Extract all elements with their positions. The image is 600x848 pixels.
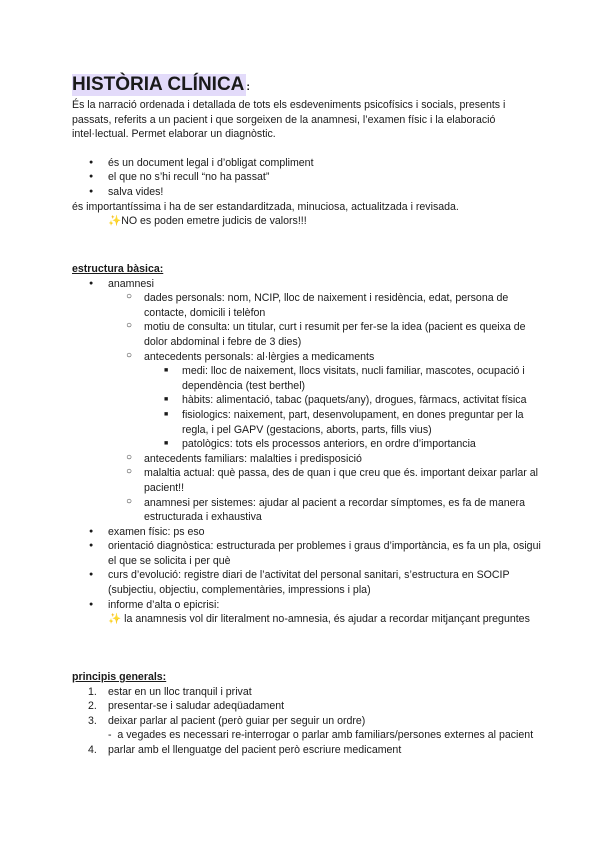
item-number: 4. (88, 743, 97, 756)
list-item-epicrisi (72, 598, 542, 627)
epicrisi-note: la anamnesis vol dir literalment no-amnesia, és ajudar a recordar mitjançant preguntes (124, 613, 530, 626)
list-item: ■ patològics: tots els processos anteriors, en ordre d’importancia (144, 437, 542, 452)
estructura-section (72, 262, 542, 627)
list-item: ● salva vides! (72, 185, 540, 200)
list-item (72, 714, 542, 743)
item-text: estar en un lloc tranquil i privat (108, 685, 252, 698)
list-item: ○ anamnesi per sistemes: ajudar al pacient a recordar símptomes, es fa de manera estructurada i exhaustiva (108, 496, 542, 525)
intro-closing: és importantíssima i ha de ser estandarditzada, minuciosa, actualitzada i revisada. (72, 200, 459, 213)
intro-note: NO es poden emetre judicis de valors!!! (121, 215, 307, 228)
intro-paragraph: És la narració ordenada i detallada de tots els esdeveniments psicofísics i socials, presents i passats, referits a un pacient i que sorgeixen de la anamnesi, l’examen físic i la elaboració intel·lectual. Permet elaborar un diagnòstic. (72, 99, 506, 141)
dash-note-text: a vegades es necessari re-interrogar o parlar amb familiars/persones externes al pacient (117, 729, 534, 742)
principis-list (72, 685, 542, 758)
list-item: ■ medi: lloc de naixement, llocs visitats, nucli familiar, mascotes, ocupació i dependència (test berthel) (144, 364, 542, 393)
item-number: 2. (88, 700, 97, 713)
item-number: 3. (88, 714, 97, 727)
list-item: ■ fisiologics: naixement, part, desenvolupament, en dones preguntar per la regla, i pel GAPV (gestacions, aborts, parts, fills vius) (144, 408, 542, 437)
list-item (72, 743, 542, 758)
item-text: parlar amb el llenguatge del pacient però escriure medicament (108, 743, 402, 756)
list-item: ○ dades personals: nom, NCIP, lloc de naixement i residència, edat, persona de contacte, domicili i telèfon (108, 291, 542, 320)
intro-note-line (72, 214, 540, 229)
list-item: ○ motiu de consulta: un titular, curt i resumit per fer-se la idea (pacient es queixa de dolor abdominal i febre de 3 dies) (108, 320, 542, 349)
list-item: ○ antecedents familiars: malalties i predisposició (108, 452, 542, 467)
list-item (72, 685, 542, 700)
list-item: ○ malaltia actual: què passa, des de quan i que creu que és. important deixar parlar al pacient!! (108, 466, 542, 495)
page-title: HISTÒRIA CLÍNICA (72, 74, 245, 95)
item-number: 1. (88, 685, 97, 698)
list-item-anamnesi (72, 277, 542, 525)
principis-section (72, 670, 542, 758)
estructura-list (72, 277, 542, 627)
intro-bullets (72, 156, 540, 200)
list-item: ● examen físic: ps eso (72, 525, 542, 540)
estructura-heading: estructura bàsica: (72, 263, 164, 275)
list-item: ■ hàbits: alimentació, tabac (paquets/any), drogues, fàrmacs, activitat física (144, 393, 542, 408)
list-item-antecedents (108, 350, 542, 452)
anamnesi-label: anamnesi (108, 277, 154, 290)
list-item: ● és un document legal i d’obligat compliment (72, 156, 540, 171)
list-item: ● curs d’evolució: registre diari de l’activitat del personal sanitari, s’estructura en SOCIP (subjectiu, objectiu, complementàries, impressions i pla) (72, 568, 542, 597)
item-text: deixar parlar al pacient (però guiar per seguir un ordre) (108, 714, 366, 727)
sparkles-icon: ✨ (108, 215, 122, 228)
title-colon: : (246, 81, 251, 93)
antecedents-sublist (144, 364, 542, 452)
title-block (72, 74, 250, 96)
antecedents-label: antecedents personals: al·lèrgies a medicaments (144, 350, 375, 363)
item-text: presentar-se i saludar adeqüadament (108, 700, 285, 713)
anamnesi-sublist (108, 291, 542, 525)
sparkles-icon: ✨ (108, 613, 122, 626)
list-item (72, 699, 542, 714)
epicrisi-label: informe d’alta o epicrisi: (108, 598, 220, 611)
list-item: ● orientació diagnòstica: estructurada per problemes i graus d’importància, es fa un pla, osigui el que se solicita i per què (72, 539, 542, 568)
intro-section (72, 98, 540, 229)
list-item: ● el que no s’hi recull “no ha passat” (72, 170, 540, 185)
principis-heading: principis generals: (72, 671, 167, 683)
dash-note: - a vegades es necessari re-interrogar o parlar amb familiars/persones externes al pacient (108, 729, 534, 742)
